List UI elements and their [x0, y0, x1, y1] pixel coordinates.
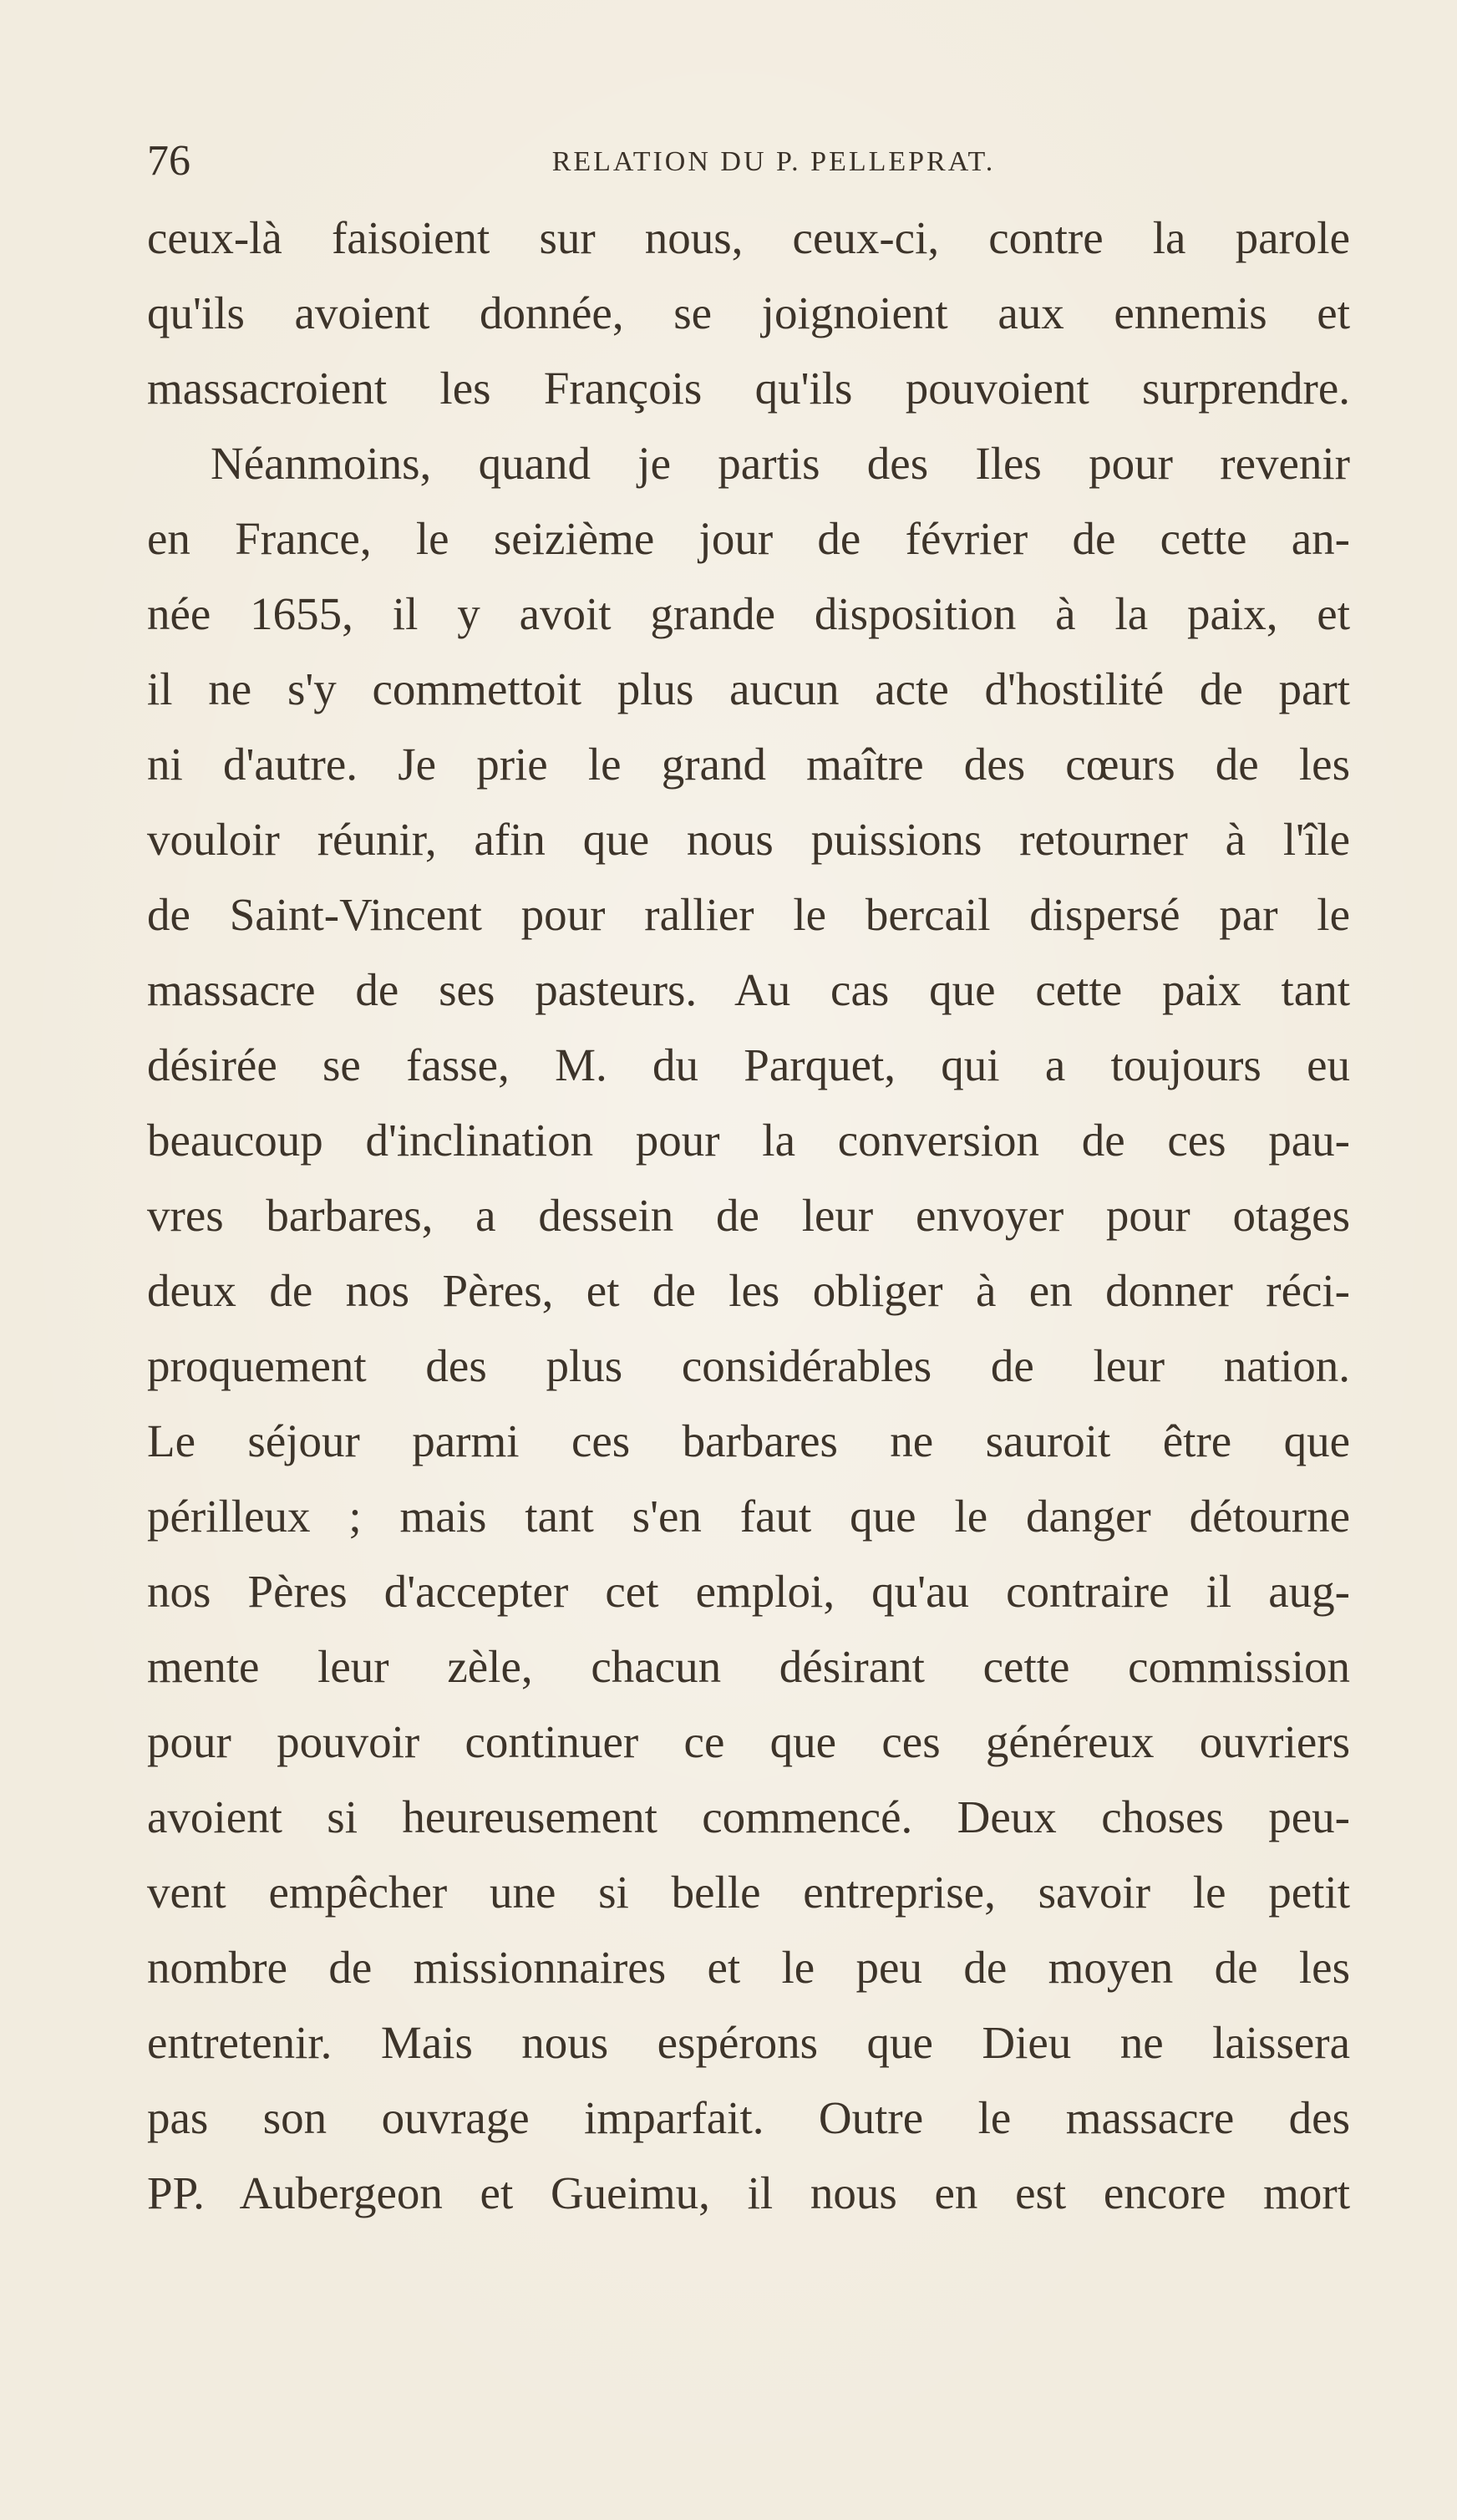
text-line: ni d'autre. Je prie le grand maître des cœurs de les: [147, 739, 1350, 790]
text-line: de Saint-Vincent pour rallier le bercail dispersé par le: [147, 889, 1350, 940]
text-line: Néanmoins, quand je partis des Iles pour revenir: [211, 438, 1350, 489]
text-line: PP. Aubergeon et Gueimu, il nous en est encore mort: [147, 2167, 1350, 2218]
text-line: beaucoup d'inclination pour la conversion de ces pau-: [147, 1115, 1350, 1166]
text-line: entretenir. Mais nous espérons que Dieu ne laissera: [147, 2017, 1350, 2068]
text-line: pas son ouvrage imparfait. Outre le massacre des: [147, 2092, 1350, 2143]
text-line: Le séjour parmi ces barbares ne sauroit être que: [147, 1415, 1350, 1466]
text-line: en France, le seizième jour de février de cette an-: [147, 513, 1350, 564]
text-line: proquement des plus considérables de leur nation.: [147, 1340, 1350, 1391]
text-line: née 1655, il y avoit grande disposition à la paix, et: [147, 588, 1350, 639]
text-line: ceux-là faisoient sur nous, ceux-ci, contre la parole: [147, 212, 1350, 263]
text-line: pour pouvoir continuer ce que ces généreux ouvriers: [147, 1716, 1350, 1767]
text-line: vres barbares, a dessein de leur envoyer pour otages: [147, 1190, 1350, 1241]
text-line: périlleux ; mais tant s'en faut que le danger détourne: [147, 1491, 1350, 1542]
text-line: nombre de missionnaires et le peu de moyen de les: [147, 1942, 1350, 1993]
text-line: nos Pères d'accepter cet emploi, qu'au contraire il aug-: [147, 1566, 1350, 1617]
running-title: RELATION DU P. PELLEPRAT.: [551, 146, 996, 177]
text-line: désirée se fasse, M. du Parquet, qui a toujours eu: [147, 1039, 1350, 1090]
running-head: [147, 132, 1350, 191]
body-text: [147, 201, 1350, 2231]
page-number: 76: [147, 137, 190, 185]
text-line: massacroient les François qu'ils pouvoient surprendre.: [147, 363, 1350, 414]
text-line: massacre de ses pasteurs. Au cas que cette paix tant: [147, 964, 1350, 1015]
text-line: deux de nos Pères, et de les obliger à en donner réci-: [147, 1265, 1350, 1316]
text-line: vent empêcher une si belle entreprise, savoir le petit: [147, 1867, 1350, 1918]
text-line: mente leur zèle, chacun désirant cette commission: [147, 1641, 1350, 1692]
text-line: vouloir réunir, afin que nous puissions retourner à l'île: [147, 814, 1350, 865]
text-line: qu'ils avoient donnée, se joignoient aux ennemis et: [147, 287, 1350, 338]
text-line: avoient si heureusement commencé. Deux choses peu-: [147, 1791, 1350, 1842]
text-line: il ne s'y commettoit plus aucun acte d'hostilité de part: [147, 663, 1350, 714]
